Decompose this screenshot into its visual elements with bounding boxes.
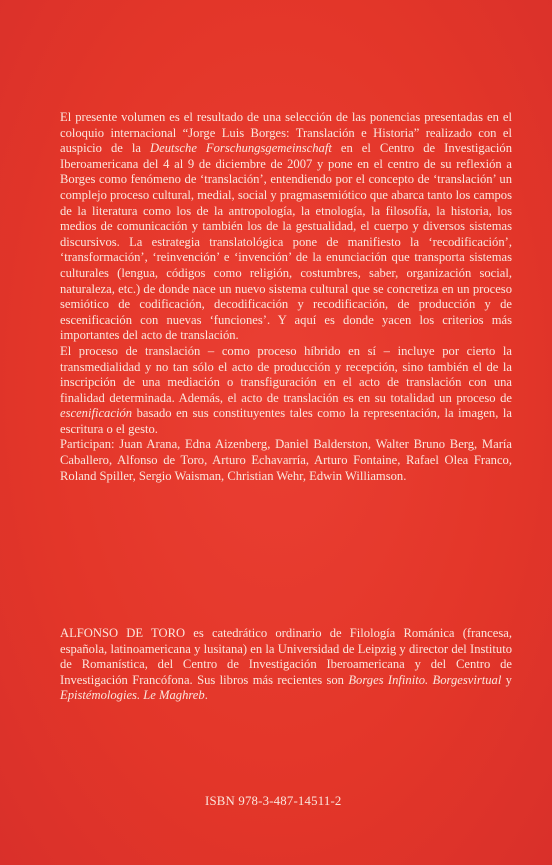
blurb-paragraph-2: El proceso de translación – como proceso híbrido en sí – incluye por cierto la transmedialidad y no tan sólo el acto de producción y recepción, sino también el de la inscripción de una mediación o transfiguración en el acto de translación con una finalidad determinada. Además, el acto de translación es en su totalidad un proceso de escenificación basado en sus constituyentes tales como la representación, la imagen, la escritura o el gesto. [60,343,512,436]
blurb-paragraph-1: El presente volumen es el resultado de una selección de las ponencias presentadas en el coloquio internacional “Jorge Luis Borges: Translación e Historia” realizado con el auspicio de la Deutsche Forschungsgemeinschaft en el Centro de Investigación Iberoamericana del 4 al 9 de diciembre de 2007 y pone en el centro de su reflexión a Borges como fenómeno de ‘translación’, entendiendo por el concepto de ‘translación’ un complejo proceso cultural, medial, social y pragmasemiótico que abarca tanto los campos de la literatura como los de la antropología, la etnología, la filosofía, la historia, los medios de comunicación y también los de la gestualidad, el cuerpo y diversos sistemas discursivos. La estrategia translatológica pone de manifiesto la ‘recodificación’, ‘transformación’, ‘reinvención’ e ‘invención’ de la enunciación que transporta sistemas culturales (lengua, códigos como religión, costumbres, saber, organización social, naturaleza, etc.) de donde nace un nuevo sistema cultural que se concretiza en un proceso semiótico de codificación, decodificación y recodificación, de producción y de escenificación con nuevas ‘funciones’. Y aquí es donde yacen los criterios más importantes del acto de translación. [60,110,512,343]
book-blurb [60,110,512,484]
book-title-1: Borges Infinito. Borgesvirtual [348,672,502,687]
author-bio [60,626,512,704]
escenificacion-term: escenificación [60,406,133,421]
dfg-name: Deutsche Forschungsgemeinschaft [150,141,332,156]
isbn-number: ISBN 978-3-487-14511-2 [205,794,342,808]
contributors-list: Participan: Juan Arana, Edna Aizenberg, Daniel Balderston, Walter Bruno Berg, María Caballero, Alfonso de Toro, Arturo Echavarría, Arturo Fontaine, Rafael Olea Franco, Roland Spiller, Sergio Waisman, Christian Wehr, Edwin Williamson. [60,437,512,483]
book-title-2: Epistémologies. Le Maghreb [60,688,205,703]
author-paragraph: ALFONSO DE TORO es catedrático ordinario de Filología Románica (francesa, española, latinoamericana y lusitana) en la Universidad de Leipzig y director del Instituto de Romanística, del Centro de Investigación Iberoamericana y del Centro de Investigación Francófona. Sus libros más recientes son Borges Infinito. Borgesvirtual y Epistémologies. Le Maghreb. [60,626,512,703]
